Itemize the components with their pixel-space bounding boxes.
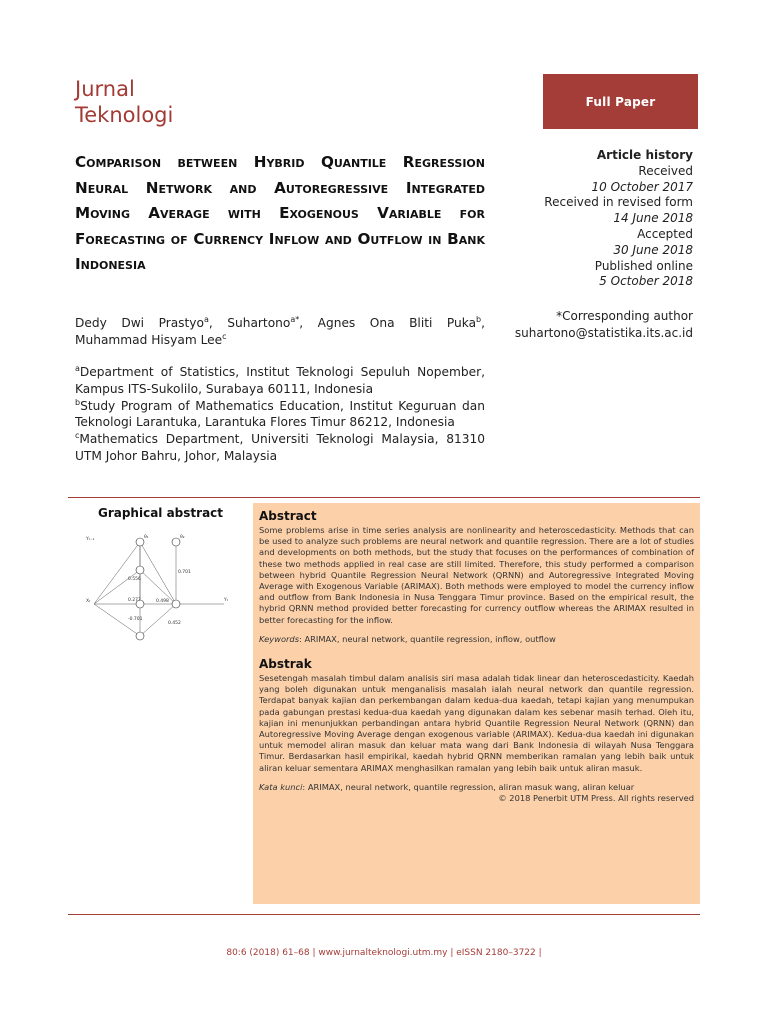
author-affil-mark: a: [203, 314, 209, 324]
hidden-node: [136, 632, 144, 640]
affiliation-text: Mathematics Department, Universiti Teknologi Malaysia, 81310 UTM Johor Bahru, Johor, Malaysia: [75, 432, 485, 463]
affiliation-item: [75, 398, 485, 432]
full-paper-label: Full Paper: [585, 94, 656, 109]
abstract-heading: Abstract: [259, 509, 317, 523]
affiliation-mark: b: [75, 397, 81, 407]
author-name: Agnes Ona Bliti Puka: [317, 316, 477, 330]
affiliation-mark: c: [75, 431, 80, 441]
affiliation-mark: a: [75, 363, 80, 373]
author-separator: ,: [208, 316, 228, 330]
revised-date: 14 June 2018: [613, 211, 693, 226]
full-paper-banner: [543, 74, 698, 129]
kata-kunci-label: Kata kunci: [259, 781, 303, 792]
output-node: [172, 600, 180, 608]
input-label: Xₜ: [86, 599, 91, 604]
journal-name-line1: Jurnal: [75, 77, 135, 101]
abstract-box: [253, 503, 700, 904]
affiliation-text: Department of Statistics, Institut Teknologi Sepuluh Nopember, Kampus ITS-Sukolilo, Surabaya 60111, Indonesia: [75, 365, 485, 396]
page-footer: 80:6 (2018) 61–68 | www.jurnalteknologi.utm.my | eISSN 2180–3722 |: [226, 948, 542, 958]
published-date: 5 October 2018: [599, 274, 693, 289]
author-separator: ,: [481, 316, 485, 330]
author-name: Suhartono: [227, 316, 291, 330]
keywords-text: : ARIMAX, neural network, quantile regression, inflow, outflow: [299, 633, 556, 644]
received-label: Received: [638, 163, 693, 178]
accepted-date: 30 June 2018: [613, 242, 693, 257]
published-label: Published online: [594, 258, 693, 273]
bias-label: θ₁: [144, 535, 149, 540]
revised-label: Received in revised form: [544, 195, 693, 210]
journal-name-line2: Teknologi: [75, 103, 174, 127]
abstrak-body: Sesetengah masalah timbul dalam analisis siri masa adalah tidak linear dan heteroscedasticity. Kaedah yang boleh digunakan untuk menganalisis masalah ialah neural network dan quantile regression. Terdapat banyak kajian dan perkembangan dalam kedua-dua kaedah, tetapi kajian yang menumpukan pada gabungan prestasi kedua-dua kaedah yang digunakan dalam kes sebenar masih terhad. Oleh itu, kajian ini menunjukkan perbandingan antara hybrid Quantile Regression Neural Network (QRNN) dan Autoregressive Moving Average dengan exogenous variable (ARIMAX). Kedua-dua kaedah ini digunakan untuk memodel aliran masuk dan keluar mata wang dari Bank Indonesia di wilayah Nusa Tenggara Timur. Berdasarkan hasil empirikal, kaedah hybrid QRNN memberikan ramalan yang lebih baik untuk aliran keluar sementara ARIMAX menghasilkan ramalan yang lebih baik untuk aliran masuk.: [259, 673, 694, 773]
bias-label: θ₂: [180, 535, 185, 540]
output-label: Yₜ: [224, 598, 229, 603]
hidden-node: [136, 566, 144, 574]
network-edges: [94, 542, 224, 636]
affiliation-item: [75, 431, 485, 465]
abstract-body: Some problems arise in time series analysis are nonlinearity and heteroscedasticity. Methods that can be used to analyze such problems are neural network and quantile regression. There are a lot of studies and developments on both methods, but the study that focuses on the performances of combination of these two methods applied in real case are still limited. Therefore, this study performed a comparison between hybrid Quantile Regression Neural Network (QRNN) and Autoregressive Integrated Moving Average with Exogenous Variable (ARIMAX). Both methods were employed to model the currency inflow and outflow from Bank Indonesia in Nusa Tenggara Timur province. Based on the empirical result, the hybrid QRNN method provided better forecasting for currency outflow whereas the ARIMAX resulted in better forecasting for the inflow.: [259, 525, 694, 625]
corresponding-email[interactable]: suhartono@statistika.its.ac.id: [514, 326, 693, 340]
weight-label: 0.277: [128, 598, 141, 603]
weight-label: 0.556: [128, 577, 141, 582]
weight-label: 0.452: [168, 621, 181, 626]
copyright-notice: © 2018 Penerbit UTM Press. All rights reserved: [498, 793, 694, 804]
corresponding-author: [480, 308, 693, 342]
corresponding-label: *Corresponding author: [556, 309, 693, 323]
bottom-divider: [68, 914, 700, 915]
article-history: [520, 148, 693, 290]
abstrak-keywords: [259, 782, 694, 793]
weight-label: 0.498: [156, 599, 169, 604]
author-list: [75, 315, 485, 349]
input-label: Yₜ₋₁: [86, 537, 95, 542]
bias-node: [172, 538, 180, 546]
abstract-keywords: [259, 634, 694, 645]
keywords-label: Keywords: [259, 633, 300, 644]
paper-title: Comparison between Hybrid Quantile Regression Neural Network and Autoregressive Integrated Moving Average with Exogenous Variable for Forecasting of Currency Inflow and Outflow in Bank Indonesia: [75, 153, 485, 274]
weight-label: -0.701: [128, 617, 143, 622]
author-affil-mark: a*: [290, 314, 300, 324]
network-diagram: [84, 528, 248, 653]
affiliation-item: [75, 364, 485, 398]
top-divider: [68, 497, 700, 498]
accepted-label: Accepted: [637, 226, 693, 241]
author-name: Muhammad Hisyam Lee: [75, 333, 223, 347]
journal-name: [75, 76, 173, 128]
affiliations: [75, 364, 485, 465]
author-name: Dedy Dwi Prastyo: [75, 316, 204, 330]
weight-label: 0.701: [178, 570, 191, 575]
author-separator: ,: [299, 316, 318, 330]
bias-node: [136, 538, 144, 546]
author-affil-mark: b: [476, 314, 482, 324]
received-date: 10 October 2017: [591, 179, 693, 194]
graphical-abstract-label: Graphical abstract: [97, 506, 224, 520]
history-title: Article history: [596, 148, 693, 162]
author-affil-mark: c: [222, 331, 227, 341]
affiliation-text: Study Program of Mathematics Education, Institut Keguruan dan Teknologi Larantuka, Larantuka Flores Timur 86212, Indonesia: [75, 398, 485, 430]
kata-kunci-text: : ARIMAX, neural network, quantile regression, aliran masuk wang, aliran keluar: [302, 781, 635, 792]
abstrak-heading: Abstrak: [259, 657, 312, 672]
